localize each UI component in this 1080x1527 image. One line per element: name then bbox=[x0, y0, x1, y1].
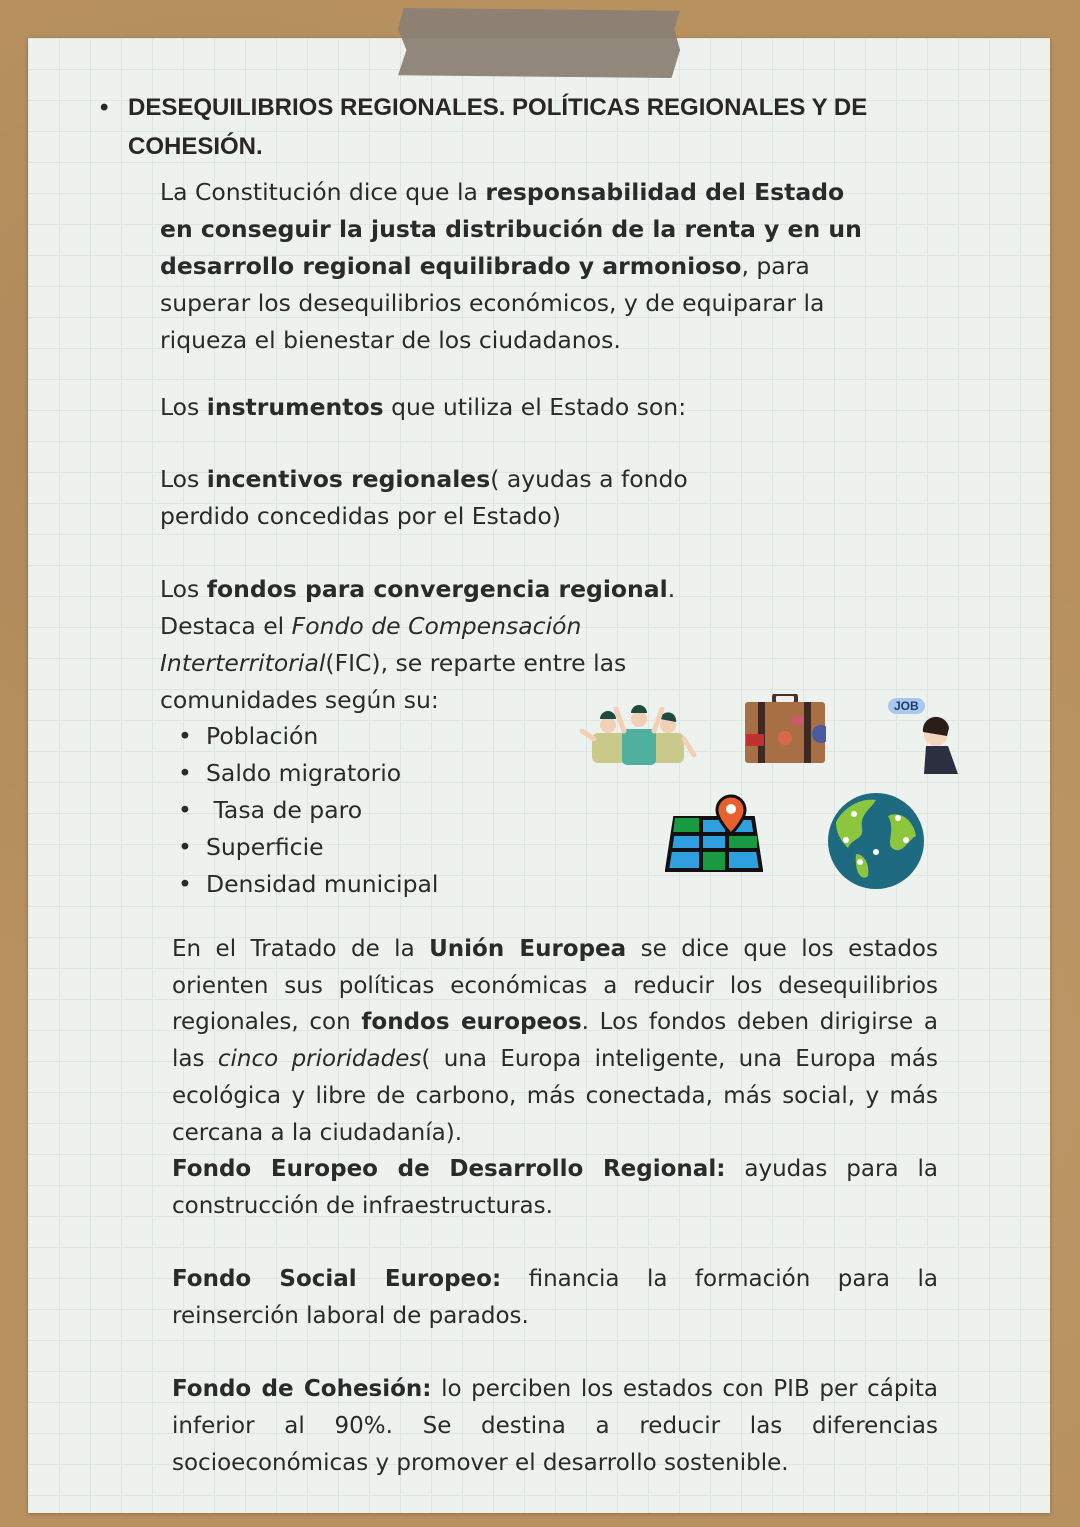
bold-text: responsabilidad del Estado bbox=[485, 178, 845, 206]
text: financia la formación para la bbox=[501, 1266, 938, 1293]
text: ( ayudas a fondo bbox=[490, 465, 688, 493]
job-label: JOB bbox=[888, 698, 925, 714]
text: inferior al 90%. Se destina a reducir las diferencias bbox=[172, 1413, 938, 1440]
text-line bbox=[172, 1371, 938, 1408]
text: superar los desequilibrios económicos, y de equiparar la bbox=[160, 289, 825, 317]
text: perdido concedidas por el Estado) bbox=[160, 502, 561, 530]
bold-text: Fondo Europeo de Desarrollo Regional: bbox=[172, 1156, 726, 1183]
text: que utiliza el Estado son: bbox=[383, 393, 687, 421]
text-line bbox=[172, 1151, 938, 1188]
text-line bbox=[172, 1078, 938, 1115]
bullet: • bbox=[178, 722, 192, 750]
suitcase-icon bbox=[744, 694, 826, 764]
list-item bbox=[178, 829, 438, 866]
list-item-text: Densidad municipal bbox=[206, 870, 439, 898]
people-group-icon bbox=[580, 705, 698, 767]
list-item-text: Superficie bbox=[206, 833, 324, 861]
list-item-text: Población bbox=[206, 722, 319, 750]
bold-text: fondos europeos bbox=[361, 1009, 582, 1036]
funds-paragraph bbox=[160, 571, 675, 719]
bold-text: desarrollo regional equilibrado y armonioso bbox=[160, 252, 742, 280]
bullet: • bbox=[178, 833, 192, 861]
text: lo perciben los estados con PIB per cápita bbox=[431, 1376, 938, 1403]
text: cercana a la ciudadanía). bbox=[172, 1119, 463, 1146]
text-line bbox=[172, 1445, 938, 1482]
bold-text: instrumentos bbox=[206, 393, 384, 421]
list-item bbox=[178, 755, 438, 792]
bullet: • bbox=[178, 796, 192, 824]
text: Los bbox=[160, 575, 207, 603]
text-line bbox=[172, 1041, 938, 1078]
text-line bbox=[172, 1188, 938, 1225]
text: riqueza el bienestar de los ciudadanos. bbox=[160, 326, 621, 354]
heading-bullet: • bbox=[100, 94, 109, 121]
bullet: • bbox=[178, 759, 192, 787]
criteria-list bbox=[178, 718, 438, 903]
bullet: • bbox=[178, 870, 192, 898]
text: Los bbox=[160, 393, 207, 421]
map-location-icon bbox=[665, 792, 763, 874]
constitution-paragraph bbox=[160, 174, 862, 359]
list-item-text: Saldo migratorio bbox=[206, 759, 402, 787]
list-item-text: Tasa de paro bbox=[206, 796, 363, 824]
list-item bbox=[178, 792, 438, 829]
bold-text: fondos para convergencia regional bbox=[206, 575, 668, 603]
bold-text: Fondo de Cohesión: bbox=[172, 1376, 432, 1403]
text: En el Tratado de la bbox=[172, 936, 430, 962]
bold-text: incentivos regionales bbox=[206, 465, 491, 493]
text-line bbox=[172, 1408, 938, 1445]
text: . Los fondos deben dirigirse a bbox=[581, 1009, 938, 1036]
globe-people-icon bbox=[826, 792, 926, 890]
text: , para bbox=[741, 252, 810, 280]
list-item bbox=[178, 718, 438, 755]
text-line bbox=[172, 931, 938, 968]
text-line bbox=[172, 1261, 938, 1298]
text-line bbox=[172, 1298, 938, 1335]
text: Destaca el bbox=[160, 612, 292, 640]
heading-line-1: DESEQUILIBRIOS REGIONALES. POLÍTICAS REGIONALES Y DE bbox=[128, 94, 868, 121]
text: La Constitución dice que la bbox=[160, 178, 486, 206]
bold-text: Fondo Social Europeo: bbox=[172, 1266, 502, 1293]
text: ayudas para la bbox=[725, 1156, 938, 1183]
instruments-paragraph bbox=[160, 389, 686, 426]
text-line bbox=[172, 1004, 938, 1041]
text: . bbox=[667, 575, 676, 603]
bold-text: Unión Europea bbox=[429, 936, 627, 962]
text: ( una Europa inteligente, una Europa más bbox=[421, 1046, 939, 1073]
italic-text: cinco prioridades bbox=[217, 1046, 422, 1073]
text: regionales, con bbox=[172, 1009, 362, 1036]
text: ecológica y libre de carbono, más conectada, más social, y más bbox=[172, 1082, 938, 1109]
text-line bbox=[172, 968, 938, 1005]
bold-text: en conseguir la justa distribución de la renta y en un bbox=[160, 215, 862, 243]
text: las bbox=[172, 1046, 218, 1073]
section-heading bbox=[100, 88, 1000, 166]
text: reinserción laboral de parados. bbox=[172, 1303, 529, 1330]
text: orienten sus políticas económicas a reducir los desequilibrios bbox=[172, 972, 938, 999]
text: comunidades según su: bbox=[160, 686, 439, 714]
text: Los bbox=[160, 465, 207, 493]
unemployed-person-icon bbox=[876, 696, 966, 778]
text: construcción de infraestructuras. bbox=[172, 1192, 553, 1219]
tape-strip bbox=[398, 8, 680, 78]
text-line bbox=[172, 1115, 938, 1152]
list-item bbox=[178, 866, 438, 903]
eu-section bbox=[172, 931, 938, 1482]
italic-text: Fondo de Compensación bbox=[291, 612, 582, 640]
text: (FIC), se reparte entre las bbox=[325, 649, 627, 677]
heading-line-2: COHESIÓN. bbox=[128, 133, 263, 160]
italic-text: Interterritorial bbox=[160, 649, 326, 677]
text: socioeconómicas y promover el desarrollo sostenible. bbox=[172, 1449, 789, 1476]
text: se dice que los estados bbox=[626, 936, 938, 962]
incentives-paragraph bbox=[160, 461, 688, 535]
